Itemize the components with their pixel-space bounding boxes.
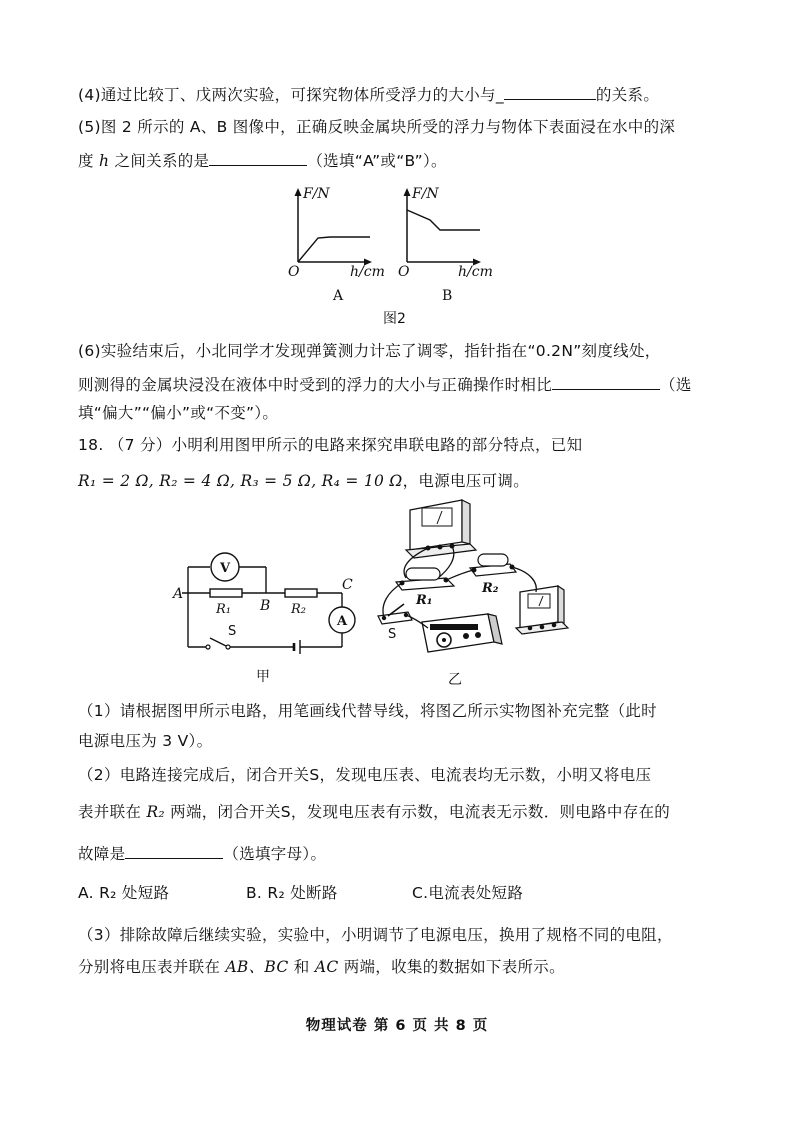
voltmeter-label: V <box>220 561 231 576</box>
option-c <box>412 884 523 902</box>
q18-2-line2-post: 两端，闭合开关S，发现电压表有示数，电流表无示数．则电路中存在的 <box>164 803 671 821</box>
q18-1-line2-text: 电源电压为 3 V）。 <box>78 732 213 750</box>
graph-b-ylabel: F/N <box>412 186 439 202</box>
yi-r1-label: R₁ <box>416 593 433 608</box>
q17-5-line2-mid: 之间关系的是 <box>109 152 210 170</box>
figure-jia-caption: 甲 <box>256 669 270 685</box>
q18-2-line1-text: （2）电路连接完成后，闭合开关S，发现电压表、电流表均无示数，小明又将电压 <box>78 766 652 784</box>
option-c-text: 电流表处短路 <box>428 884 524 902</box>
q18-resistor-values: R₁ = 2 Ω, R₂ = 4 Ω, R₃ = 5 Ω, R₄ = 10 Ω <box>78 472 403 490</box>
q18-3-segs: AB、BC <box>225 958 289 976</box>
q18-2-line3-post: （选填字母）。 <box>223 845 327 863</box>
q17-6-answer-blank <box>552 372 660 390</box>
q17-5-line1-text: (5)图 2 所示的 A、B 图像中，正确反映金属块所受的浮力与物体下表面浸在水中的深 <box>78 118 676 136</box>
q18-3-seg-ac: AC <box>314 958 339 976</box>
r2-label: R₂ <box>291 602 306 617</box>
question-18-resistors <box>78 470 529 492</box>
q17-5-answer-blank <box>209 148 307 166</box>
q18-resistors-post: ，电源电压可调。 <box>402 472 529 490</box>
graph-a-label: A <box>333 288 344 304</box>
q18-header-text: 18. （7 分）小明利用图甲所示的电路来探究串联电路的部分特点，已知 <box>78 436 583 454</box>
question-17-5-line1 <box>78 116 675 138</box>
q18-2-r2: R₂ <box>146 803 165 821</box>
switch-symbol <box>210 638 226 646</box>
graph-b-origin: O <box>398 264 410 280</box>
question-17-5-line2 <box>78 148 447 172</box>
question-17-6-line3 <box>78 402 278 424</box>
q18-1-line1-text: （1）请根据图甲所示电路，用笔画线代替导线，将图乙所示实物图补充完整（此时 <box>78 702 657 720</box>
question-18-1-line2 <box>78 730 212 752</box>
option-b-letter: B. <box>246 884 263 902</box>
figure-yi-caption: 乙 <box>448 672 462 688</box>
question-17-6-line2 <box>78 372 692 396</box>
question-18-2-options <box>78 882 523 904</box>
page-footer: 物理试卷 第 6 页 共 8 页 <box>305 1018 489 1034</box>
q17-4-text: (4)通过比较丁、戊两次实验，可探究物体所受浮力的大小与 <box>78 86 496 104</box>
q18-2-line3-text: 故障是 <box>78 845 126 863</box>
node-c-label: C <box>342 577 353 593</box>
yi-r2-label: R₂ <box>482 581 499 596</box>
r2-device <box>470 554 516 576</box>
graph-a <box>288 186 385 304</box>
figure-2-caption: 图2 <box>383 311 406 327</box>
q17-4-answer-blank <box>504 82 596 100</box>
graph-b <box>398 186 493 304</box>
option-b <box>246 882 412 904</box>
q17-6-line2-post: （选 <box>660 376 692 394</box>
question-18-2-line3 <box>78 841 326 865</box>
graph-a-xlabel: h/cm <box>350 264 385 280</box>
question-18-1-line1 <box>78 700 657 722</box>
node-b-label: B <box>260 598 271 614</box>
graph-a-ylabel: F/N <box>303 186 330 202</box>
ammeter-label: A <box>337 614 348 629</box>
question-17-6-line1 <box>78 340 661 362</box>
q17-6-line3-text: 填“偏大”“偏小”或“不变”）。 <box>78 404 279 422</box>
question-18-3-line1 <box>78 924 673 946</box>
graph-a-origin: O <box>288 264 300 280</box>
figure-yi-apparatus <box>370 492 585 688</box>
switch-label: S <box>228 624 237 639</box>
option-b-text: R₂ 处断路 <box>267 884 338 902</box>
voltmeter-device <box>406 500 476 558</box>
ammeter-device <box>516 586 568 634</box>
question-18-2-line2 <box>78 801 670 823</box>
q18-3-and: 和 <box>293 958 315 976</box>
power-supply-device <box>422 614 502 652</box>
node-a-label: A <box>173 586 184 602</box>
option-a-text: R₂ 处短路 <box>99 884 170 902</box>
yi-switch-label: S <box>388 627 397 642</box>
q17-6-line2-text: 则测得的金属块浸没在液体中时受到的浮力的大小与正确操作时相比 <box>78 376 553 394</box>
q18-2-line2-pre: 表并联在 <box>78 803 147 821</box>
r1-symbol <box>210 589 242 597</box>
q17-4-suffix: 的关系。 <box>595 86 660 104</box>
q17-5-line2-post: （选填“A”或“B”）。 <box>307 152 447 170</box>
q18-3-line2-pre: 分别将电压表并联在 <box>78 958 226 976</box>
figure-jia-circuit <box>170 545 370 685</box>
q17-5-line2-pre: 度 <box>78 152 100 170</box>
question-18-3-line2 <box>78 956 565 978</box>
graph-b-xlabel: h/cm <box>458 264 493 280</box>
q18-2-answer-blank <box>125 841 223 859</box>
graph-a-curve <box>298 237 370 262</box>
q17-6-line1-text: (6)实验结束后，小北同学才发现弹簧测力计忘了调零，指针指在“0.2N”刻度线处， <box>78 342 661 360</box>
q18-3-line1-text: （3）排除故障后继续实验，实验中，小明调节了电源电压，换用了规格不同的电阻， <box>78 926 673 944</box>
option-c-letter: C. <box>412 884 429 902</box>
q18-3-line2-post: 两端，收集的数据如下表所示。 <box>338 958 565 976</box>
graph-b-curve <box>407 210 480 230</box>
question-18-header <box>78 434 582 456</box>
figure-2 <box>270 178 520 328</box>
var-h: h <box>99 152 110 170</box>
question-18-2-line1 <box>78 764 651 786</box>
r2-symbol <box>285 589 317 597</box>
option-a-letter: A. <box>78 884 94 902</box>
question-17-4 <box>78 82 659 106</box>
graph-b-label: B <box>442 288 453 304</box>
r1-label: R₁ <box>216 602 231 617</box>
q17-4-blank-prefix: _ <box>495 86 504 104</box>
option-a <box>78 882 246 904</box>
